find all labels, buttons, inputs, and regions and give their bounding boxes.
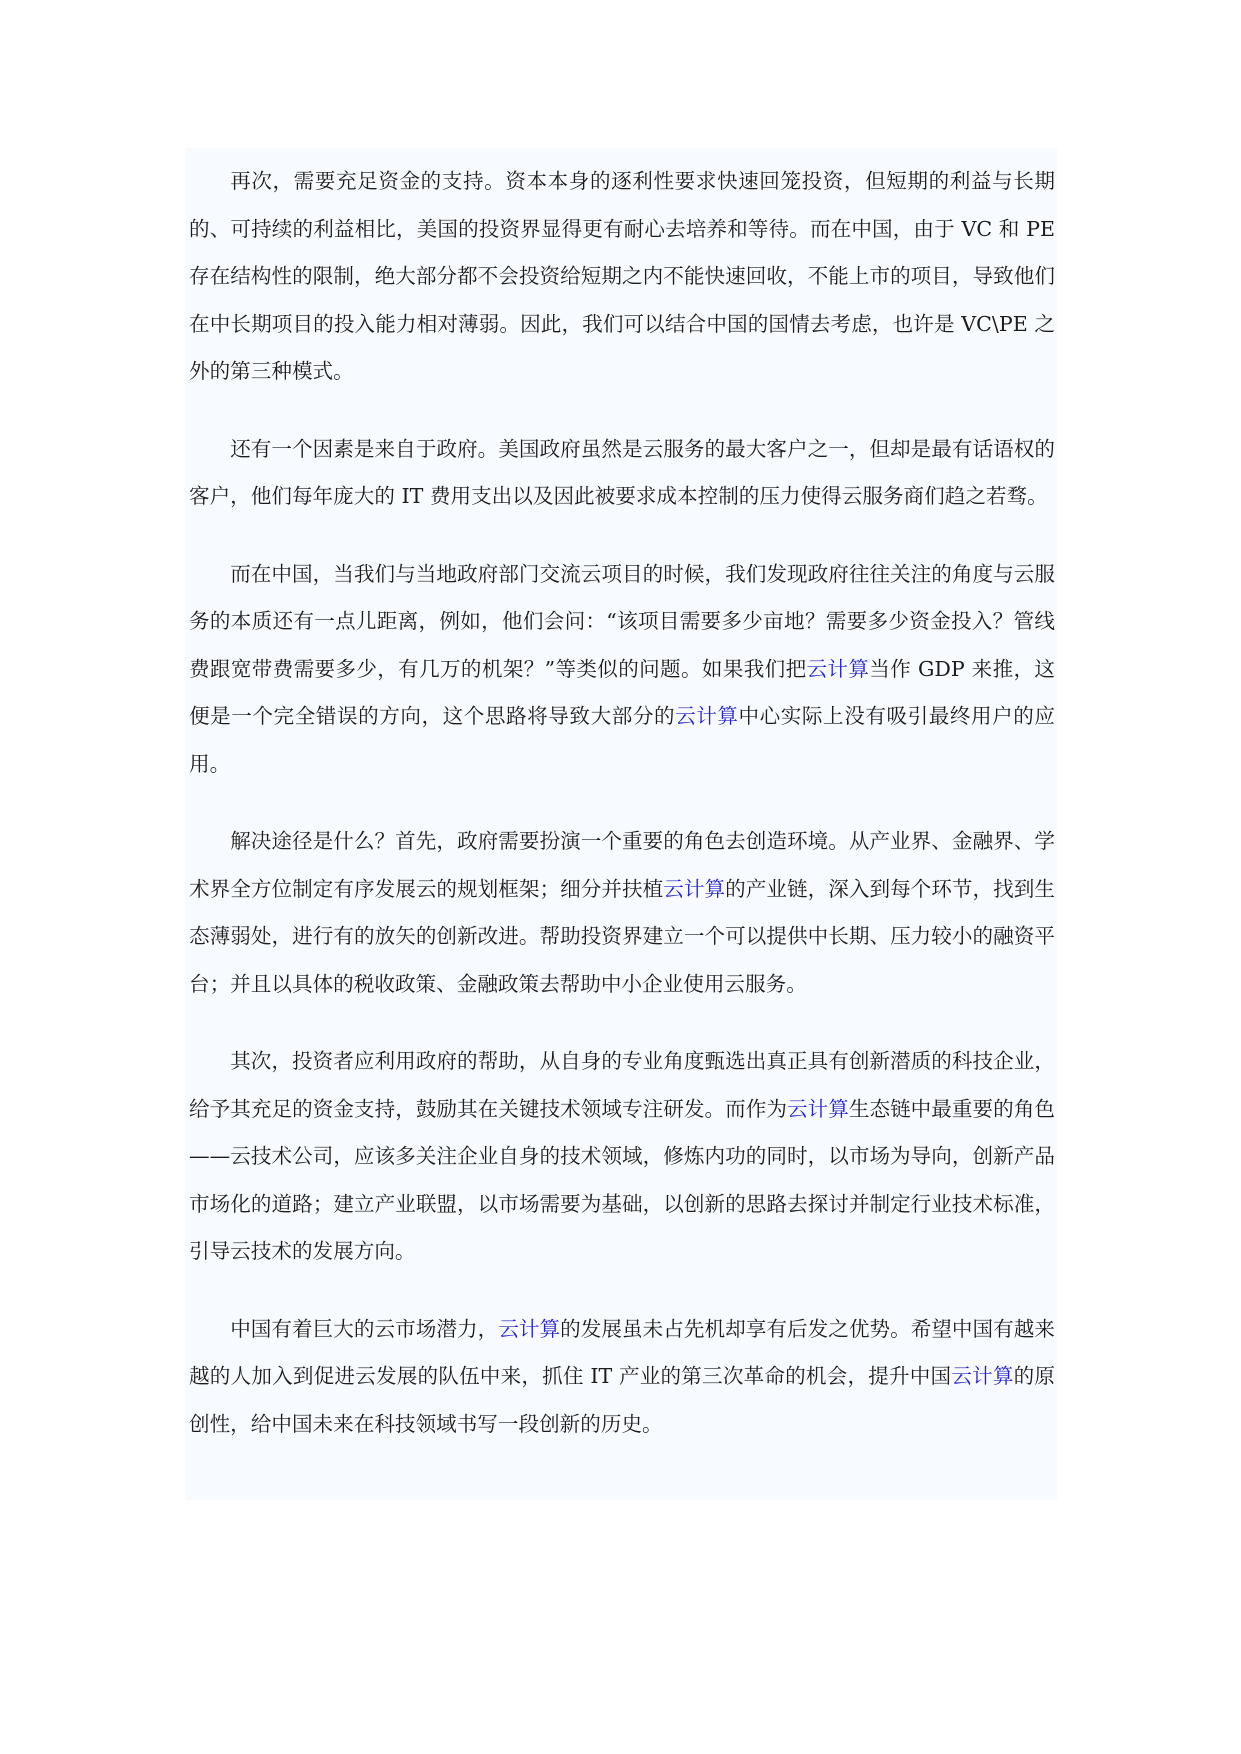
paragraph-text: 再次，需要充足资金的支持。资本本身的逐利性要求快速回笼投资，但短期的利益与长期的、可持续的利益相比，美国的投资界显得更有耐心去培养和等待。而在中国，由于 VC 和 PE 存在结构性的限制，绝大部分都不会投资给短期之内不能快速回收，不能上市的项目，导致他们在中长期项目的投入能力相对薄弱。因此，我们可以结合中国的国情去考虑，也许是 VC\PE 之外的第三种模式。 (189, 169, 1055, 383)
article-content-block (185, 148, 1057, 1500)
paragraph-china-government (189, 551, 1055, 789)
paragraph-solution (189, 818, 1055, 1008)
paragraph-text: 生态链中最重要的角色——云技术公司，应该多关注企业自身的技术领域，修炼内功的同时，以市场为导向，创新产品市场化的道路；建立产业联盟，以市场需要为基础，以创新的思路去探讨并制定行业技术标准，引导云技术的发展方向。 (189, 1096, 1055, 1263)
paragraph-text: 的产业链，深入到每个环节，找到生态薄弱处，进行有的放矢的创新改进。帮助投资界建立一个可以提供中长期、压力较小的融资平台；并且以具体的税收政策、金融政策去帮助中小企业使用云服务。 (189, 876, 1055, 996)
paragraph-text: 解决途径是什么？首先，政府需要扮演一个重要的角色去创造环境。从产业界、金融界、学术界全方位制定有序发展云的规划框架；细分并扶植 (189, 829, 1055, 901)
cloud-computing-link[interactable]: 云计算 (951, 1364, 1014, 1388)
cloud-computing-link[interactable]: 云计算 (786, 1096, 849, 1121)
cloud-computing-link[interactable]: 云计算 (663, 876, 726, 901)
cloud-computing-link[interactable]: 云计算 (498, 1316, 561, 1341)
paragraph-funding (189, 158, 1055, 396)
paragraph-conclusion (189, 1306, 1055, 1449)
paragraph-text: 还有一个因素是来自于政府。美国政府虽然是云服务的最大客户之一，但却是最有话语权的客户，他们每年庞大的 IT 费用支出以及因此被要求成本控制的压力使得云服务商们趋之若骛。 (189, 436, 1055, 508)
paragraph-text: 中心实际上没有吸引最终用户的应用。 (189, 704, 1056, 776)
paragraph-text: 中国有着巨大的云市场潜力， (230, 1316, 499, 1341)
paragraph-text: 的发展虽未占先机却享有后发之优势。希望中国有越来越的人加入到促进云发展的队伍中来，抓住 IT 产业的第三次革命的机会，提升中国 (189, 1316, 1056, 1388)
paragraph-government-factor (189, 426, 1055, 521)
paragraph-text: 而在中国，当我们与当地政府部门交流云项目的时候，我们发现政府往往关注的角度与云服务的本质还有一点儿距离，例如，他们会问：“该项目需要多少亩地？需要多少资金投入？管线费跟宽带费需要多少，有几万的机架？”等类似的问题。如果我们把 (189, 561, 1055, 681)
paragraph-text: 当作 GDP 来推，这便是一个完全错误的方向，这个思路将导致大部分的 (189, 656, 1055, 728)
article-body (189, 158, 1055, 1448)
cloud-computing-link[interactable]: 云计算 (806, 656, 870, 681)
cloud-computing-link[interactable]: 云计算 (675, 704, 739, 728)
paragraph-investors (189, 1038, 1055, 1276)
paragraph-text: 的原创性，给中国未来在科技领域书写一段创新的历史。 (189, 1364, 1056, 1436)
paragraph-text: 其次，投资者应利用政府的帮助，从自身的专业角度甄选出真正具有创新潜质的科技企业，给予其充足的资金支持，鼓励其在关键技术领域专注研发。而作为 (189, 1049, 1055, 1121)
